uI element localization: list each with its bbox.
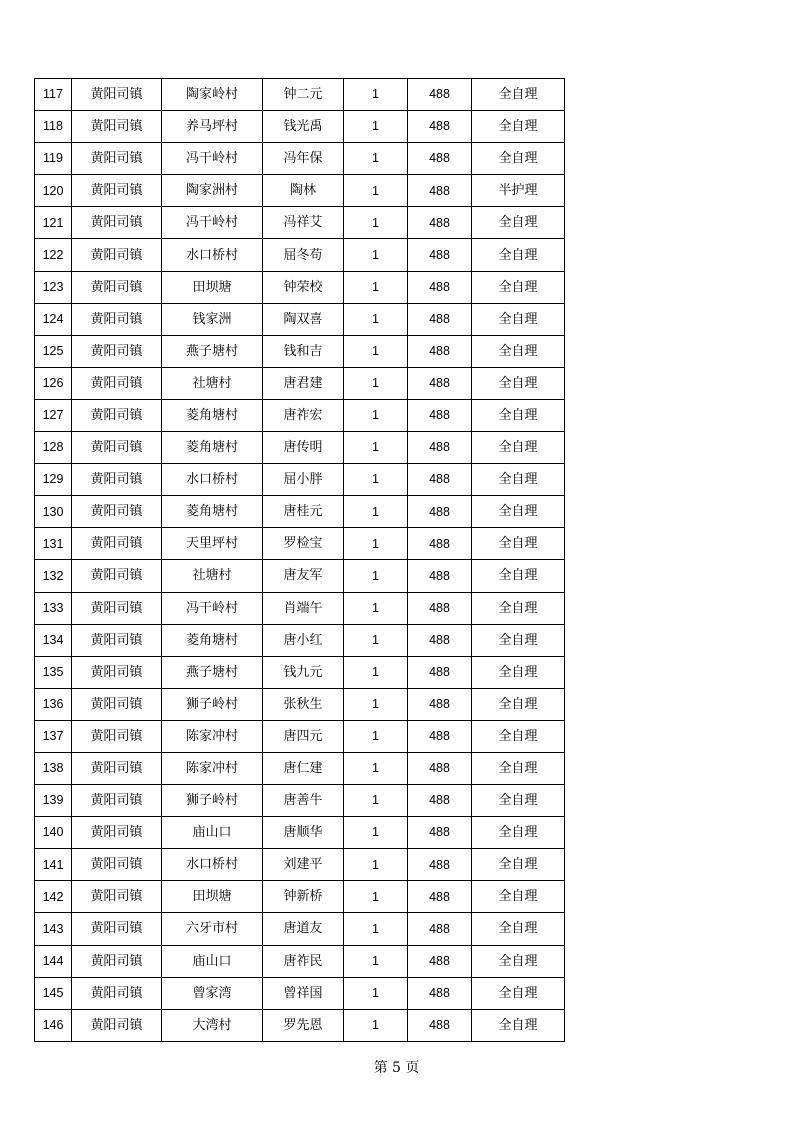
cell-village: 养马坪村 bbox=[162, 111, 263, 143]
table-row bbox=[35, 271, 565, 303]
cell-town: 黄阳司镇 bbox=[72, 335, 162, 367]
cell-village: 社塘村 bbox=[162, 560, 263, 592]
cell-serial-number: 141 bbox=[35, 849, 72, 881]
cell-amount: 488 bbox=[408, 560, 472, 592]
cell-count: 1 bbox=[344, 560, 408, 592]
cell-town: 黄阳司镇 bbox=[72, 720, 162, 752]
cell-serial-number: 130 bbox=[35, 496, 72, 528]
table-row bbox=[35, 143, 565, 175]
cell-count: 1 bbox=[344, 720, 408, 752]
table-row bbox=[35, 688, 565, 720]
cell-amount: 488 bbox=[408, 881, 472, 913]
cell-town: 黄阳司镇 bbox=[72, 913, 162, 945]
cell-name: 钱光禹 bbox=[263, 111, 344, 143]
cell-amount: 488 bbox=[408, 399, 472, 431]
cell-town: 黄阳司镇 bbox=[72, 817, 162, 849]
cell-amount: 488 bbox=[408, 303, 472, 335]
table-row bbox=[35, 785, 565, 817]
cell-amount: 488 bbox=[408, 143, 472, 175]
cell-town: 黄阳司镇 bbox=[72, 785, 162, 817]
cell-amount: 488 bbox=[408, 592, 472, 624]
table-row bbox=[35, 175, 565, 207]
cell-name: 唐小红 bbox=[263, 624, 344, 656]
cell-serial-number: 135 bbox=[35, 656, 72, 688]
cell-town: 黄阳司镇 bbox=[72, 945, 162, 977]
cell-name: 钟荣校 bbox=[263, 271, 344, 303]
cell-care-type: 全自理 bbox=[472, 239, 565, 271]
cell-serial-number: 132 bbox=[35, 560, 72, 592]
cell-care-type: 全自理 bbox=[472, 367, 565, 399]
cell-name: 唐道友 bbox=[263, 913, 344, 945]
cell-name: 唐祚宏 bbox=[263, 399, 344, 431]
cell-name: 屈冬苟 bbox=[263, 239, 344, 271]
cell-care-type: 全自理 bbox=[472, 111, 565, 143]
cell-care-type: 全自理 bbox=[472, 1009, 565, 1041]
cell-village: 陶家洲村 bbox=[162, 175, 263, 207]
cell-town: 黄阳司镇 bbox=[72, 207, 162, 239]
cell-care-type: 全自理 bbox=[472, 207, 565, 239]
table-row bbox=[35, 752, 565, 784]
cell-amount: 488 bbox=[408, 688, 472, 720]
cell-amount: 488 bbox=[408, 79, 472, 111]
cell-town: 黄阳司镇 bbox=[72, 399, 162, 431]
cell-amount: 488 bbox=[408, 271, 472, 303]
cell-village: 菱角塘村 bbox=[162, 496, 263, 528]
cell-name: 曾祥国 bbox=[263, 977, 344, 1009]
cell-count: 1 bbox=[344, 881, 408, 913]
cell-village: 陶家岭村 bbox=[162, 79, 263, 111]
cell-count: 1 bbox=[344, 111, 408, 143]
cell-amount: 488 bbox=[408, 111, 472, 143]
cell-count: 1 bbox=[344, 496, 408, 528]
table-row bbox=[35, 656, 565, 688]
table-row bbox=[35, 560, 565, 592]
table-row bbox=[35, 432, 565, 464]
cell-village: 钱家洲 bbox=[162, 303, 263, 335]
table-row bbox=[35, 207, 565, 239]
cell-village: 冯干岭村 bbox=[162, 143, 263, 175]
cell-village: 田坝塘 bbox=[162, 271, 263, 303]
cell-name: 唐友军 bbox=[263, 560, 344, 592]
cell-amount: 488 bbox=[408, 175, 472, 207]
cell-village: 水口桥村 bbox=[162, 239, 263, 271]
cell-serial-number: 120 bbox=[35, 175, 72, 207]
cell-count: 1 bbox=[344, 239, 408, 271]
cell-name: 钱和吉 bbox=[263, 335, 344, 367]
cell-town: 黄阳司镇 bbox=[72, 175, 162, 207]
cell-count: 1 bbox=[344, 207, 408, 239]
cell-name: 钟新桥 bbox=[263, 881, 344, 913]
cell-serial-number: 133 bbox=[35, 592, 72, 624]
table-row bbox=[35, 849, 565, 881]
cell-amount: 488 bbox=[408, 207, 472, 239]
cell-village: 社塘村 bbox=[162, 367, 263, 399]
cell-name: 钱九元 bbox=[263, 656, 344, 688]
cell-name: 唐传明 bbox=[263, 432, 344, 464]
cell-name: 肖端午 bbox=[263, 592, 344, 624]
cell-care-type: 全自理 bbox=[472, 399, 565, 431]
cell-care-type: 全自理 bbox=[472, 528, 565, 560]
cell-serial-number: 122 bbox=[35, 239, 72, 271]
cell-town: 黄阳司镇 bbox=[72, 977, 162, 1009]
cell-care-type: 全自理 bbox=[472, 752, 565, 784]
cell-town: 黄阳司镇 bbox=[72, 464, 162, 496]
cell-care-type: 全自理 bbox=[472, 720, 565, 752]
cell-village: 天里坪村 bbox=[162, 528, 263, 560]
cell-town: 黄阳司镇 bbox=[72, 1009, 162, 1041]
cell-serial-number: 123 bbox=[35, 271, 72, 303]
cell-village: 水口桥村 bbox=[162, 849, 263, 881]
table-row bbox=[35, 913, 565, 945]
cell-count: 1 bbox=[344, 977, 408, 1009]
cell-care-type: 全自理 bbox=[472, 945, 565, 977]
cell-care-type: 全自理 bbox=[472, 79, 565, 111]
cell-amount: 488 bbox=[408, 367, 472, 399]
table-row bbox=[35, 303, 565, 335]
cell-serial-number: 144 bbox=[35, 945, 72, 977]
cell-count: 1 bbox=[344, 1009, 408, 1041]
cell-care-type: 全自理 bbox=[472, 432, 565, 464]
cell-village: 菱角塘村 bbox=[162, 624, 263, 656]
cell-town: 黄阳司镇 bbox=[72, 111, 162, 143]
cell-care-type: 全自理 bbox=[472, 560, 565, 592]
page-number: 第 5 页 bbox=[373, 1060, 420, 1076]
cell-count: 1 bbox=[344, 624, 408, 656]
cell-serial-number: 128 bbox=[35, 432, 72, 464]
cell-town: 黄阳司镇 bbox=[72, 432, 162, 464]
cell-amount: 488 bbox=[408, 624, 472, 656]
cell-name: 唐顺华 bbox=[263, 817, 344, 849]
cell-village: 大湾村 bbox=[162, 1009, 263, 1041]
cell-serial-number: 145 bbox=[35, 977, 72, 1009]
cell-serial-number: 137 bbox=[35, 720, 72, 752]
cell-count: 1 bbox=[344, 656, 408, 688]
cell-care-type: 全自理 bbox=[472, 624, 565, 656]
cell-amount: 488 bbox=[408, 335, 472, 367]
cell-care-type: 全自理 bbox=[472, 592, 565, 624]
cell-amount: 488 bbox=[408, 1009, 472, 1041]
cell-village: 曾家湾 bbox=[162, 977, 263, 1009]
cell-amount: 488 bbox=[408, 913, 472, 945]
cell-care-type: 全自理 bbox=[472, 881, 565, 913]
cell-name: 唐善牛 bbox=[263, 785, 344, 817]
cell-serial-number: 138 bbox=[35, 752, 72, 784]
roster-body bbox=[35, 79, 565, 1042]
cell-amount: 488 bbox=[408, 656, 472, 688]
cell-town: 黄阳司镇 bbox=[72, 239, 162, 271]
cell-name: 冯祥艾 bbox=[263, 207, 344, 239]
table-row bbox=[35, 464, 565, 496]
table-row bbox=[35, 881, 565, 913]
cell-care-type: 全自理 bbox=[472, 688, 565, 720]
cell-village: 庙山口 bbox=[162, 817, 263, 849]
cell-count: 1 bbox=[344, 592, 408, 624]
cell-amount: 488 bbox=[408, 752, 472, 784]
cell-serial-number: 121 bbox=[35, 207, 72, 239]
cell-care-type: 半护理 bbox=[472, 175, 565, 207]
cell-count: 1 bbox=[344, 528, 408, 560]
cell-care-type: 全自理 bbox=[472, 785, 565, 817]
cell-care-type: 全自理 bbox=[472, 656, 565, 688]
cell-serial-number: 139 bbox=[35, 785, 72, 817]
table-row bbox=[35, 624, 565, 656]
cell-town: 黄阳司镇 bbox=[72, 881, 162, 913]
table-row bbox=[35, 335, 565, 367]
cell-count: 1 bbox=[344, 271, 408, 303]
table-row bbox=[35, 367, 565, 399]
cell-amount: 488 bbox=[408, 817, 472, 849]
cell-name: 冯年保 bbox=[263, 143, 344, 175]
cell-count: 1 bbox=[344, 432, 408, 464]
cell-village: 冯干岭村 bbox=[162, 207, 263, 239]
cell-count: 1 bbox=[344, 752, 408, 784]
cell-name: 钟二元 bbox=[263, 79, 344, 111]
cell-village: 菱角塘村 bbox=[162, 399, 263, 431]
cell-town: 黄阳司镇 bbox=[72, 592, 162, 624]
cell-village: 六牙市村 bbox=[162, 913, 263, 945]
cell-town: 黄阳司镇 bbox=[72, 143, 162, 175]
cell-count: 1 bbox=[344, 335, 408, 367]
cell-village: 陈家冲村 bbox=[162, 752, 263, 784]
table-row bbox=[35, 817, 565, 849]
cell-town: 黄阳司镇 bbox=[72, 528, 162, 560]
cell-amount: 488 bbox=[408, 432, 472, 464]
table-row bbox=[35, 720, 565, 752]
cell-name: 张秋生 bbox=[263, 688, 344, 720]
cell-count: 1 bbox=[344, 303, 408, 335]
cell-serial-number: 143 bbox=[35, 913, 72, 945]
cell-serial-number: 140 bbox=[35, 817, 72, 849]
cell-town: 黄阳司镇 bbox=[72, 849, 162, 881]
cell-amount: 488 bbox=[408, 464, 472, 496]
cell-name: 刘建平 bbox=[263, 849, 344, 881]
cell-village: 燕子塘村 bbox=[162, 656, 263, 688]
cell-serial-number: 134 bbox=[35, 624, 72, 656]
cell-name: 罗先恩 bbox=[263, 1009, 344, 1041]
cell-care-type: 全自理 bbox=[472, 977, 565, 1009]
cell-care-type: 全自理 bbox=[472, 817, 565, 849]
cell-serial-number: 127 bbox=[35, 399, 72, 431]
cell-count: 1 bbox=[344, 399, 408, 431]
cell-serial-number: 125 bbox=[35, 335, 72, 367]
cell-village: 田坝塘 bbox=[162, 881, 263, 913]
cell-serial-number: 136 bbox=[35, 688, 72, 720]
table-row bbox=[35, 496, 565, 528]
cell-serial-number: 142 bbox=[35, 881, 72, 913]
cell-amount: 488 bbox=[408, 849, 472, 881]
cell-care-type: 全自理 bbox=[472, 335, 565, 367]
cell-count: 1 bbox=[344, 367, 408, 399]
cell-serial-number: 129 bbox=[35, 464, 72, 496]
cell-village: 庙山口 bbox=[162, 945, 263, 977]
page-footer bbox=[0, 1057, 793, 1077]
cell-count: 1 bbox=[344, 913, 408, 945]
roster-table bbox=[34, 78, 565, 1042]
cell-care-type: 全自理 bbox=[472, 849, 565, 881]
cell-count: 1 bbox=[344, 175, 408, 207]
cell-serial-number: 146 bbox=[35, 1009, 72, 1041]
table-row bbox=[35, 977, 565, 1009]
cell-count: 1 bbox=[344, 464, 408, 496]
cell-amount: 488 bbox=[408, 945, 472, 977]
cell-count: 1 bbox=[344, 945, 408, 977]
cell-town: 黄阳司镇 bbox=[72, 752, 162, 784]
table-row bbox=[35, 945, 565, 977]
cell-count: 1 bbox=[344, 143, 408, 175]
cell-name: 唐桂元 bbox=[263, 496, 344, 528]
cell-town: 黄阳司镇 bbox=[72, 656, 162, 688]
table-row bbox=[35, 239, 565, 271]
cell-serial-number: 131 bbox=[35, 528, 72, 560]
table-row bbox=[35, 592, 565, 624]
cell-name: 罗检宝 bbox=[263, 528, 344, 560]
cell-care-type: 全自理 bbox=[472, 143, 565, 175]
cell-name: 唐四元 bbox=[263, 720, 344, 752]
cell-town: 黄阳司镇 bbox=[72, 79, 162, 111]
cell-name: 屈小胖 bbox=[263, 464, 344, 496]
cell-town: 黄阳司镇 bbox=[72, 367, 162, 399]
cell-serial-number: 126 bbox=[35, 367, 72, 399]
cell-count: 1 bbox=[344, 79, 408, 111]
table-row bbox=[35, 399, 565, 431]
cell-name: 唐君建 bbox=[263, 367, 344, 399]
cell-amount: 488 bbox=[408, 720, 472, 752]
cell-serial-number: 119 bbox=[35, 143, 72, 175]
cell-care-type: 全自理 bbox=[472, 271, 565, 303]
cell-care-type: 全自理 bbox=[472, 303, 565, 335]
cell-village: 水口桥村 bbox=[162, 464, 263, 496]
cell-count: 1 bbox=[344, 785, 408, 817]
table-row bbox=[35, 79, 565, 111]
cell-care-type: 全自理 bbox=[472, 913, 565, 945]
cell-name: 唐仁建 bbox=[263, 752, 344, 784]
cell-amount: 488 bbox=[408, 528, 472, 560]
cell-village: 菱角塘村 bbox=[162, 432, 263, 464]
table-row bbox=[35, 111, 565, 143]
table-row bbox=[35, 528, 565, 560]
table-row bbox=[35, 1009, 565, 1041]
cell-village: 陈家冲村 bbox=[162, 720, 263, 752]
cell-village: 冯干岭村 bbox=[162, 592, 263, 624]
cell-serial-number: 124 bbox=[35, 303, 72, 335]
cell-amount: 488 bbox=[408, 785, 472, 817]
cell-care-type: 全自理 bbox=[472, 496, 565, 528]
cell-village: 狮子岭村 bbox=[162, 785, 263, 817]
cell-care-type: 全自理 bbox=[472, 464, 565, 496]
cell-count: 1 bbox=[344, 688, 408, 720]
cell-name: 陶林 bbox=[263, 175, 344, 207]
cell-amount: 488 bbox=[408, 977, 472, 1009]
cell-village: 狮子岭村 bbox=[162, 688, 263, 720]
cell-amount: 488 bbox=[408, 496, 472, 528]
cell-village: 燕子塘村 bbox=[162, 335, 263, 367]
cell-name: 陶双喜 bbox=[263, 303, 344, 335]
cell-town: 黄阳司镇 bbox=[72, 560, 162, 592]
cell-name: 唐祚民 bbox=[263, 945, 344, 977]
cell-serial-number: 118 bbox=[35, 111, 72, 143]
cell-town: 黄阳司镇 bbox=[72, 496, 162, 528]
cell-serial-number: 117 bbox=[35, 79, 72, 111]
cell-town: 黄阳司镇 bbox=[72, 688, 162, 720]
cell-count: 1 bbox=[344, 849, 408, 881]
cell-town: 黄阳司镇 bbox=[72, 303, 162, 335]
cell-town: 黄阳司镇 bbox=[72, 624, 162, 656]
cell-amount: 488 bbox=[408, 239, 472, 271]
cell-count: 1 bbox=[344, 817, 408, 849]
cell-town: 黄阳司镇 bbox=[72, 271, 162, 303]
